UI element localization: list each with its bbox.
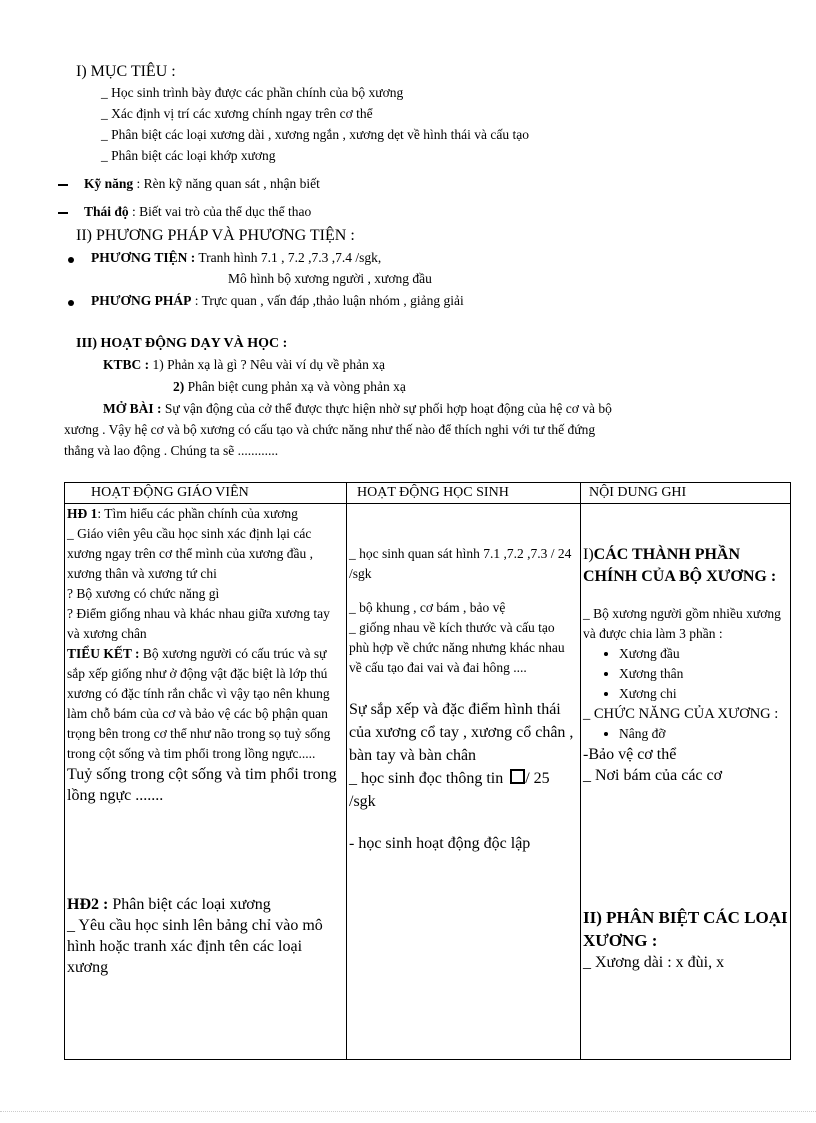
hd2-label: HĐ2 : [67,896,109,913]
mo-bai-line-2: xương . Vậy hệ cơ và bộ xương có cấu tạo và chức năng như thế nào để thích nghi với tư thế đứng [64,422,596,437]
mo-bai-line-1 [103,401,612,417]
nd-title-2: II) PHÂN BIỆT CÁC LOẠI XƯƠNG : [583,908,788,950]
nd-paragraph-2: _ Xương dài : x đùi, x [583,954,725,971]
hs-big-2-ref: / 25 /sgk [349,770,550,810]
section-muc-tieu-heading: I) MỤC TIÊU : [76,63,176,80]
mo-bai-text-1: Sự vận động của cở thể được thực hiện nhờ sự phối hợp hoạt động của hệ cơ và bộ [164,401,612,416]
table-row [65,504,791,1060]
hs-big-3: - học sinh hoạt động độc lập [349,835,531,852]
function-list [583,724,788,744]
thai-do-text: : Biết vai trò của thể dục thể thao [132,204,312,219]
phuong-phap-text: : Trực quan , vấn đáp ,thảo luận nhóm , giảng giải [194,293,464,308]
nd-chuc-nang: _ CHỨC NĂNG CỦA XƯƠNG : [583,706,779,722]
hd1-line [67,504,344,524]
dash-bullet [58,184,68,186]
phuong-tien-line [91,250,381,266]
ktbc-question-2: Phân biệt cung phản xạ và vòng phản xạ [187,379,406,394]
hs-paragraph-3: _ giống nhau về kích thước và cấu tạo phù hợp về chức năng nhưng khác nhau về cấu tạo đai vai và đai hông .... [349,620,565,675]
muc-tieu-item-4: _ Phân biệt các loại khớp xương [101,148,276,163]
hs-paragraph-2: _ bộ khung , cơ bám , bảo vệ [349,600,506,615]
ktbc-label: KTBC : [103,357,150,372]
hd2-text: Phân biệt các loại xương [112,896,271,913]
bullet-dot [68,257,74,263]
thai-do-line [84,204,311,220]
phuong-tien-label: PHƯƠNG TIỆN : [91,250,196,265]
hs-big-2-text: _ học sinh đọc thông tin [349,770,504,787]
header-noi-dung: NỘI DUNG GHI [581,483,791,504]
header-hoc-sinh: HOẠT ĐỘNG HỌC SINH [347,483,581,504]
hd1-label: HĐ 1 [67,506,98,521]
hs-big-1: Sự sắp xếp và đặc điểm hình thái của xương cổ tay , xương cổ chân , bàn tay và bàn chân [349,701,574,764]
page-bottom-border [0,1111,816,1112]
phuong-tien-text: Tranh hình 7.1 , 7.2 ,7.3 ,7.4 /sgk, [198,250,382,265]
section-phuong-phap-heading: II) PHƯƠNG PHÁP VÀ PHƯƠNG TIỆN : [76,227,355,244]
mo-bai-line-3: thẳng và lao động . Chúng ta sẽ ............ [64,443,279,458]
tieu-ket [67,644,344,764]
list-item: • Xương thân [619,664,788,684]
gv-big-text: Tuỷ sống trong cột sống và tim phổi trong lồng ngực ....... [67,766,337,804]
ky-nang-text: : Rèn kỹ năng quan sát , nhận biết [136,176,320,191]
thai-do-label: Thái độ [84,204,129,219]
cell-giao-vien [65,504,347,1060]
dash-bullet [58,212,68,214]
section-hoat-dong-heading: III) HOẠT ĐỘNG DẠY VÀ HỌC : [76,336,288,351]
ktbc-q2-number: 2) [173,379,185,394]
header-giao-vien: HOẠT ĐỘNG GIÁO VIÊN [65,483,347,504]
gv-question-2: ? Điểm giống nhau và khác nhau giữa xương tay và xương chân [67,606,330,641]
tieu-ket-label: TIỂU KẾT : [67,646,140,661]
ky-nang-label: Kỹ năng [84,176,134,191]
lesson-table [64,482,791,1060]
phuong-tien-line2: Mô hình bộ xương người , xương đầu [228,271,432,286]
bullet-dot [68,300,74,306]
muc-tieu-item-2: _ Xác định vị trí các xương chính ngay trên cơ thể [101,106,373,121]
table-header-row [65,483,791,504]
ktbc-line [103,357,385,373]
gv-question-1: ? Bộ xương có chức năng gì [67,586,220,601]
tieu-ket-text: Bộ xương người có cấu trúc và sự sắp xếp giống như ở động vật đặc biệt là lớp thú xương có đặc tính rắn chắc vì vậy tạo nên khung làm chỗ bám của cơ và bảo vệ các bộ phận quan trọng bên trong cơ thể như não trong sọ tuỷ sống trong cột sống và tim phổi trong lồng ngực..... [67,646,331,761]
nd-function-2: -Bảo vệ cơ thể [583,746,677,763]
cell-noi-dung [581,504,791,1060]
phuong-phap-line [91,293,464,309]
bone-parts-list [583,644,788,704]
hd1-text: : Tìm hiểu các phần chính của xương [97,506,298,521]
list-item: • Xương đầu [619,644,788,664]
muc-tieu-item-1: _ Học sinh trình bày được các phần chính của bộ xương [101,85,404,100]
checkbox-icon [510,769,525,784]
list-item: • Xương chi [619,684,788,704]
hd2-paragraph: _ Yêu cầu học sinh lên bảng chỉ vào mô hình hoặc tranh xác định tên các loại xương [67,917,323,976]
nd-title-1-text: CÁC THÀNH PHẦN CHÍNH CỦA BỘ XƯƠNG : [583,546,777,585]
hd2-line [67,894,344,915]
ky-nang-line [84,176,320,192]
nd-title-1-num: I) [583,546,594,563]
mo-bai-label: MỞ BÀI : [103,401,162,416]
phuong-phap-label: PHƯƠNG PHÁP [91,293,192,308]
nd-paragraph-1: _ Bộ xương người gồm nhiều xương và được chia làm 3 phần : [583,606,781,641]
gv-paragraph-1: _ Giáo viên yêu cầu học sinh xác định lại các xương ngay trên cơ thể mình của xương đầu , xương thân và xương tứ chi [67,526,313,581]
nd-function-3: _ Nơi bám của các cơ [583,767,723,784]
ktbc-question-1: 1) Phản xạ là gì ? Nêu vài ví dụ về phản xạ [152,357,385,372]
nd-title-1 [583,544,788,588]
ktbc-line-2 [173,379,406,395]
list-item: • Nâng đỡ [619,724,788,744]
hs-big-2 [349,767,578,813]
hs-paragraph-1: _ học sinh quan sát hình 7.1 ,7.2 ,7.3 / 24 /sgk [349,546,572,581]
cell-hoc-sinh [347,504,581,1060]
muc-tieu-item-3: _ Phân biệt các loại xương dài , xương ngắn , xương dẹt về hình thái và cấu tạo [101,127,530,142]
